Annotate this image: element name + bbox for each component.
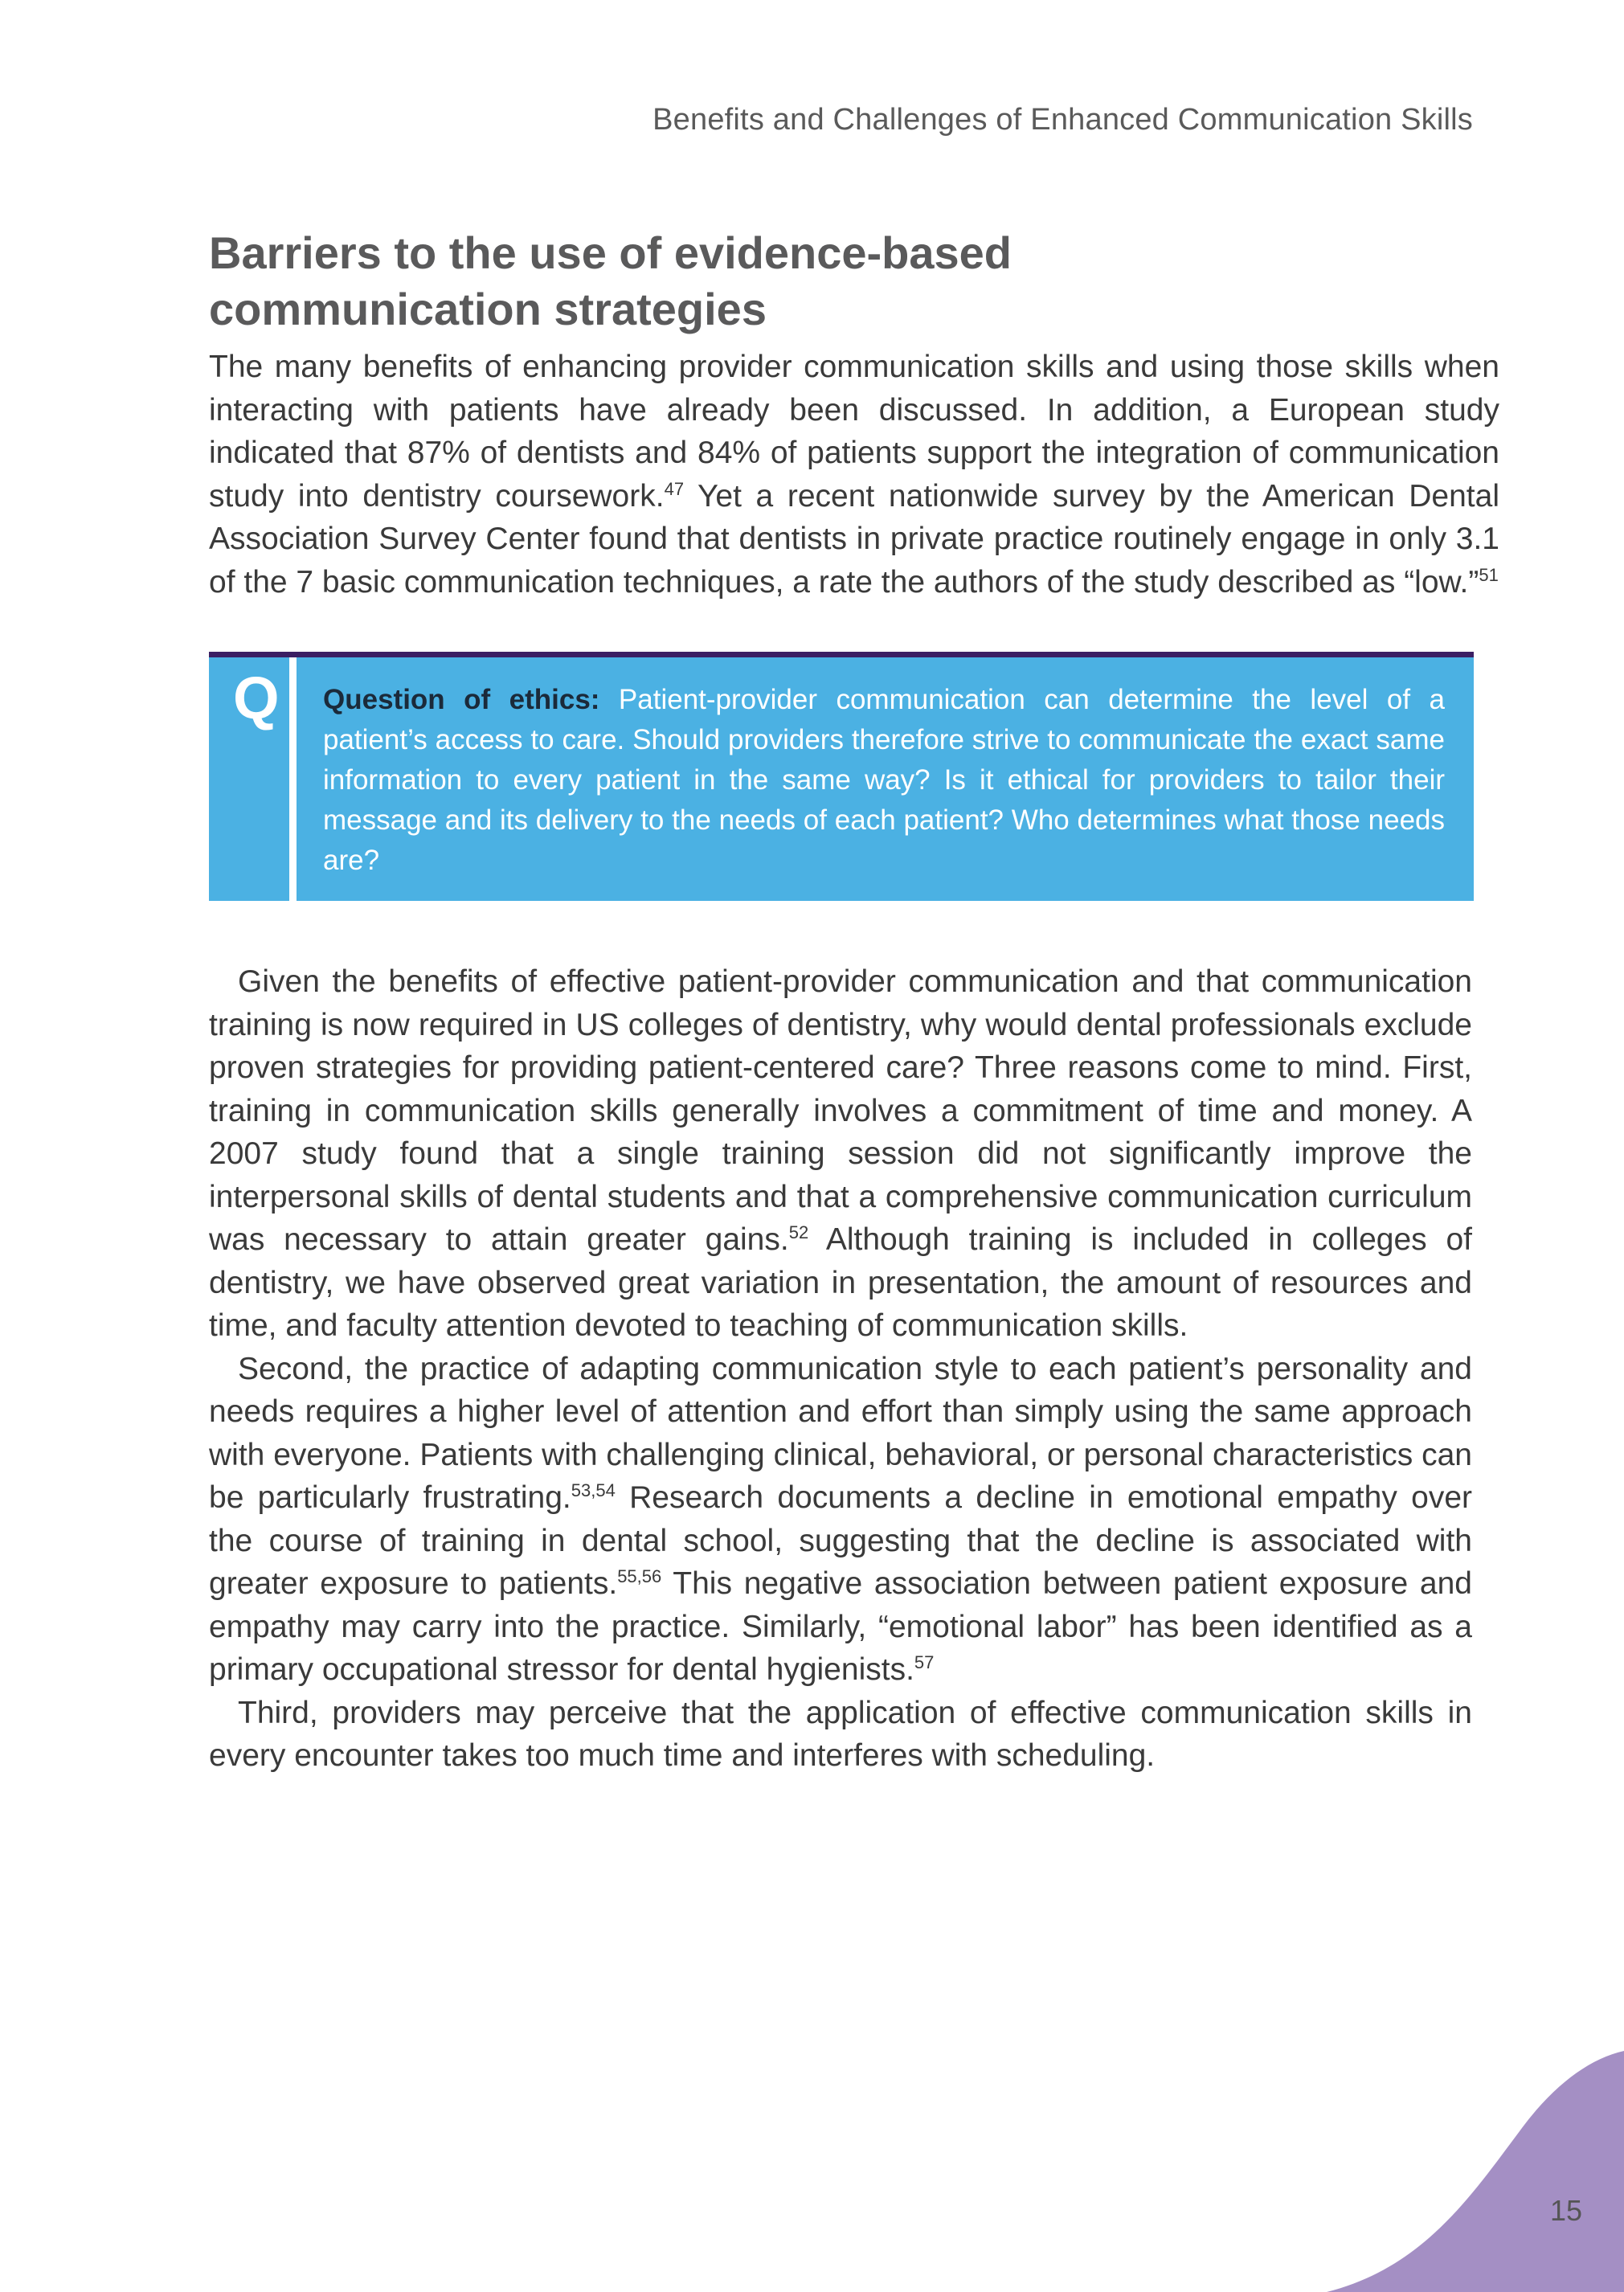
citation-55-56: 55,56 xyxy=(617,1566,662,1586)
body-paragraph-2 xyxy=(209,1348,1472,1692)
callout-body: Patient-provider communication can determine the level of a patient’s access to care. Should providers therefore strive to communicate the exact same information to every patient in the same way? Is it ethical for providers to tailor their message and its delivery to the needs of each patient? Who determines what those needs are? xyxy=(323,684,1445,876)
question-q-icon: Q xyxy=(233,665,280,731)
citation-52: 52 xyxy=(788,1222,809,1242)
callout-text xyxy=(323,680,1445,881)
body-text xyxy=(209,960,1472,1778)
swoosh-shape xyxy=(1327,2051,1624,2292)
body-paragraph-1 xyxy=(209,960,1472,1348)
corner-swoosh-decoration xyxy=(1287,2051,1624,2292)
para1-text-1: Given the benefits of effective patient-provider communication and that communication training is now required in US colleges of dentistry, why would dental professionals exclude proven strategies for providing patient-centered care? Three reasons come to mind. First, training in communication skills generally involves a commitment of time and money. A 2007 study found that a single training session did not significantly improve the interpersonal skills of dental students and that a comprehensive communication curriculum was necessary to attain greater gains. xyxy=(209,964,1472,1257)
citation-53-54: 53,54 xyxy=(571,1480,616,1500)
citation-57: 57 xyxy=(914,1652,935,1672)
citation-47: 47 xyxy=(664,478,685,499)
callout-label: Question of ethics: xyxy=(323,684,600,715)
citation-51: 51 xyxy=(1479,564,1499,585)
para1-text-2: Although training is included in colleges of dentistry, we have observed great variation in presentation, the amount of resources and time, and faculty attention devoted to teaching of communication skills. xyxy=(209,1222,1472,1343)
section-heading xyxy=(209,225,1472,338)
para3-text-1: Third, providers may perceive that the application of effective communication skills in every encounter takes too much time and interferes with scheduling. xyxy=(209,1695,1472,1773)
para2-text-2: Research documents a decline in emotional empathy over the course of training in dental school, suggesting that the decline is associated with greater exposure to patients. xyxy=(209,1480,1472,1601)
ethics-callout-box xyxy=(209,652,1474,901)
page-content xyxy=(209,225,1499,1778)
para2-text-1: Second, the practice of adapting communication style to each patient’s personality and needs requires a higher level of attention and effort than simply using the same approach with everyone. Patients with challenging clinical, behavioral, or personal characteristics can be particularly frustrating. xyxy=(209,1351,1472,1515)
body-paragraph-3 xyxy=(209,1692,1472,1778)
intro-paragraph xyxy=(209,346,1499,604)
page-number: 15 xyxy=(1549,2194,1582,2227)
section-heading-line-2: communication strategies xyxy=(209,284,767,334)
running-header: Benefits and Challenges of Enhanced Communication Skills xyxy=(652,103,1473,137)
callout-divider-rule xyxy=(289,657,297,901)
para2-text-3: This negative association between patient exposure and empathy may carry into the practice. Similarly, “emotional labor” has been identified as a primary occupational stressor for dental hygienists. xyxy=(209,1566,1472,1687)
section-heading-line-1: Barriers to the use of evidence-based xyxy=(209,227,1012,278)
intro-text-1: The many benefits of enhancing provider communication skills and using those skills when interacting with patients have already been discussed. In addition, a European study indicated that 87% of dentists and 84% of patients support the integration of communication study into dentistry coursework. xyxy=(209,350,1499,514)
intro-text-2: Yet a recent nationwide survey by the American Dental Association Survey Center found that dentists in private practice routinely engage in only 3.1 of the 7 basic communication techniques, a rate the authors of the study described as “low.” xyxy=(209,478,1499,600)
